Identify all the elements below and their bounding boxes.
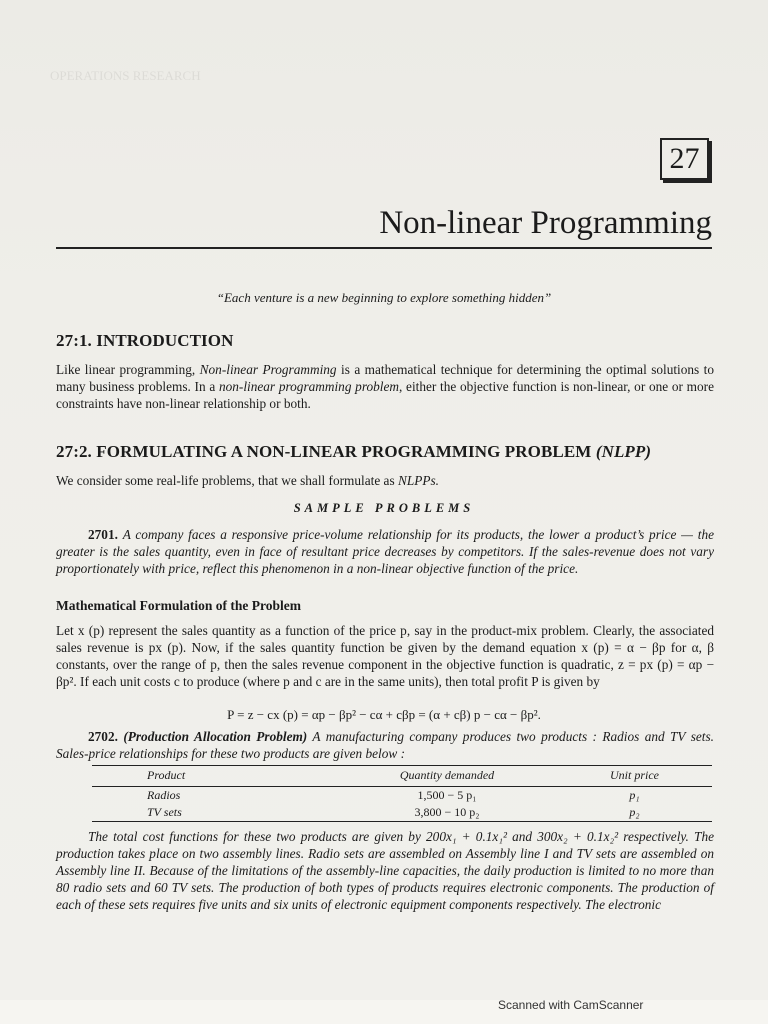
sample-problems-label: SAMPLE PROBLEMS bbox=[293, 501, 475, 515]
section-heading-introduction: 27:1. INTRODUCTION bbox=[56, 331, 234, 350]
table-cell: 3,800 − 10 p₂ bbox=[337, 804, 557, 822]
sales-price-table bbox=[92, 765, 712, 822]
table-cell: p₂ bbox=[557, 804, 712, 822]
column-header: Unit price bbox=[557, 766, 712, 787]
column-header: Product bbox=[92, 766, 337, 787]
section-heading-formulating: 27:2. FORMULATING A NON-LINEAR PROGRAMMING PROBLEM (NLPP) bbox=[56, 442, 652, 461]
formulating-paragraph: We consider some real-life problems, that we shall formulate as NLPPs. bbox=[56, 473, 439, 488]
profit-formula: P = z − cx (p) = αp − βp² − cα + cβp = (α + cβ) p − cα − βp². bbox=[227, 707, 541, 722]
table-cell: Radios bbox=[147, 788, 181, 802]
table-cell: TV sets bbox=[92, 804, 337, 822]
table-header-row bbox=[92, 766, 712, 787]
column-header: Quantity demanded bbox=[337, 766, 557, 787]
formulation-heading: Mathematical Formulation of the Problem bbox=[56, 598, 301, 613]
formulation-paragraph: Let x (p) represent the sales quantity as a function of the price p, say in the product-mix problem. Clearly, the associated sales revenue is px (p). Now, if the sales quantity function be given by the demand equation x (p) = α − βp for α, β constants, over the range of p, then the sales revenue component in the objective function is quadratic, z = px (p) = αp − βp². If each unit costs c to produce (where p and c are in the same units), then total profit P is given by bbox=[56, 623, 714, 689]
problem-2701-statement: 2701. A company faces a responsive price-volume relationship for its products, the lower a product’s price — the greater is the sales quantity, even in face of resultant price decreases by competitors. If the sales-revenue does not vary proportionately with price, reflect this phenomenon in a non-linear objective function of the price. bbox=[56, 527, 714, 576]
problem-2702-continuation: The total cost functions for these two products are given by 200x₁ + 0.1x₁² and 300x₂ + 0.1x₂² respectively. The production takes place on two assembly lines. Radio sets are assembled on Assembly line I and TV sets are assembled on Assembly line II. Because of the limitations of the assembly-line capacities, the daily production is limited to no more than 80 radio sets and 60 TV sets. The production of both types of products requires electronic components. The production of each of these sets requires five units and six units of electronic equipment components respectively. The electronic bbox=[56, 829, 714, 912]
introduction-paragraph: Like linear programming, Non-linear Programming is a mathematical technique for determining the optimal solutions to many business problems. In a non-linear programming problem, either the objective function is non-linear, or one or more constraints have non-linear relationship or both. bbox=[56, 362, 714, 411]
chapter-number-box: 27 bbox=[660, 138, 709, 180]
bleed-through-text: OPERATIONS RESEARCH bbox=[50, 68, 201, 83]
camscanner-watermark: Scanned with CamScanner bbox=[498, 998, 644, 1012]
problem-2702-statement: 2702. (Production Allocation Problem) A manufacturing company produces two products : Radios and TV sets. Sales-price relationships for these two products are given below : bbox=[56, 729, 714, 761]
table-cell: 1,500 − 5 p₁ bbox=[417, 788, 477, 802]
chapter-title: Non-linear Programming bbox=[379, 205, 712, 241]
title-rule bbox=[56, 247, 712, 249]
table-row bbox=[92, 804, 712, 822]
table-cell: p₁ bbox=[629, 788, 640, 802]
epigraph: “Each venture is a new beginning to explore something hidden” bbox=[216, 290, 552, 305]
table-row bbox=[92, 787, 712, 805]
